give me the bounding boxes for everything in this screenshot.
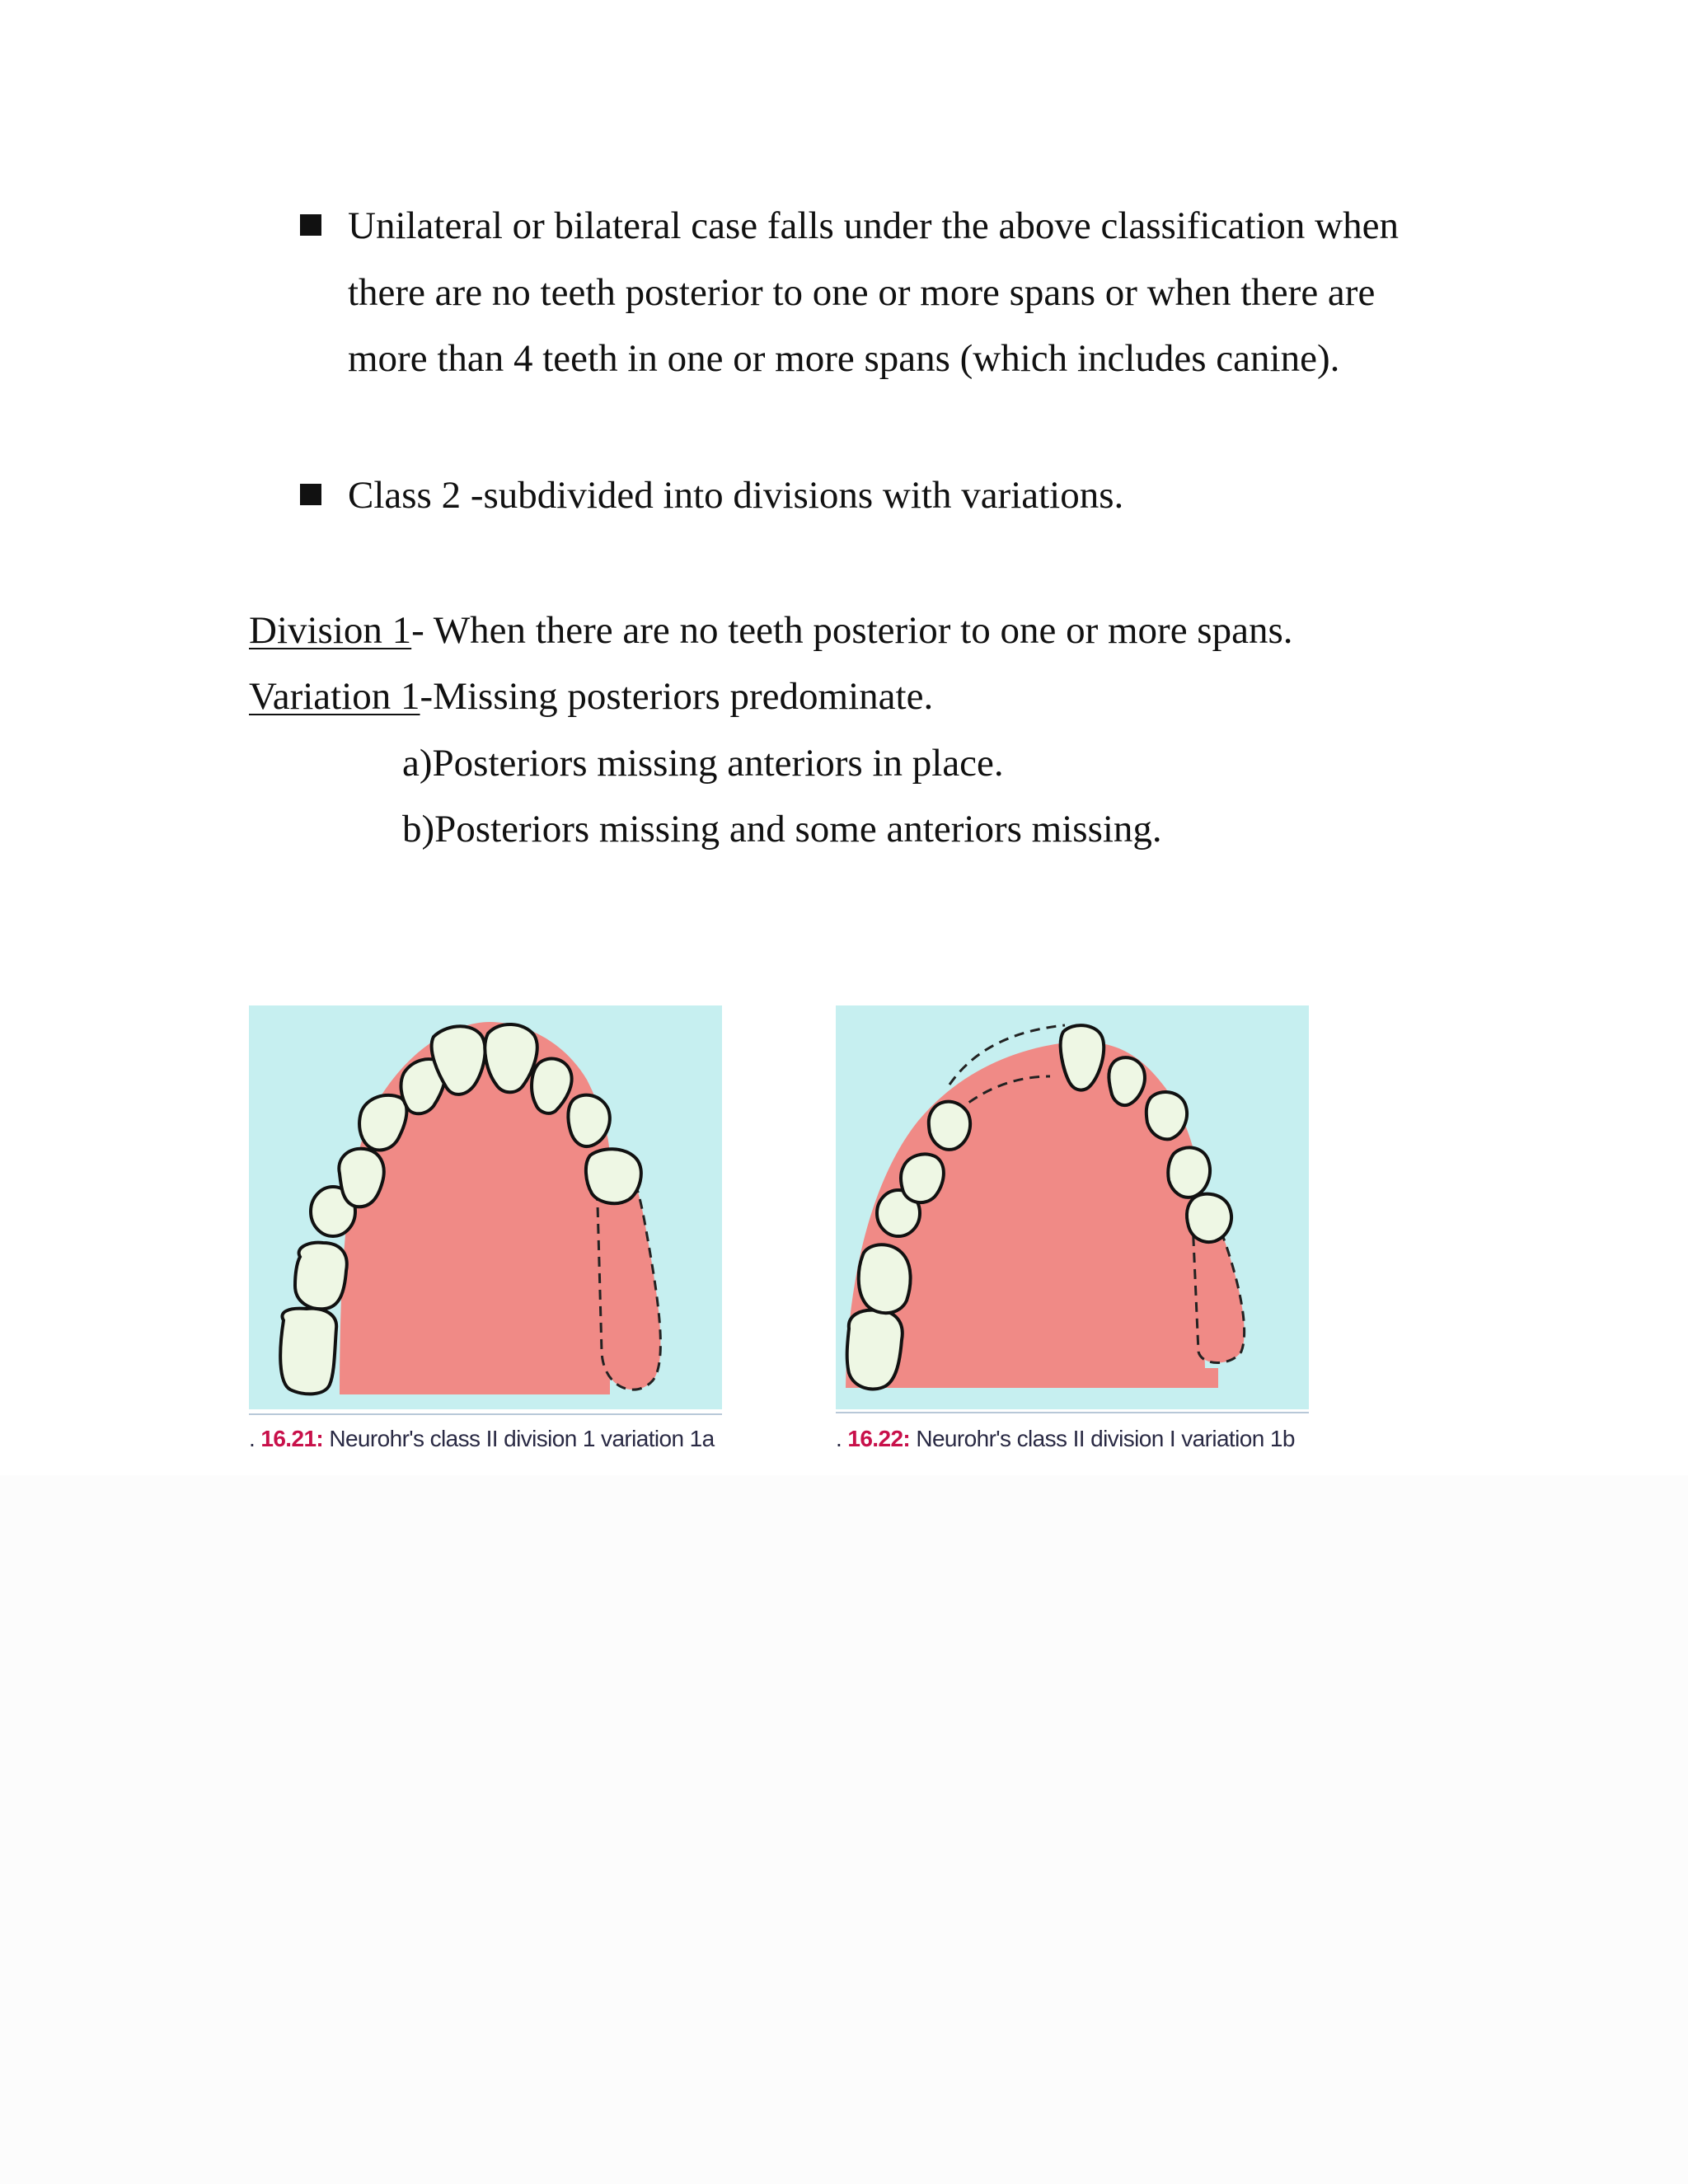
variation-1-text: -Missing posteriors predominate.: [420, 675, 934, 718]
caption-prefix: .: [836, 1426, 848, 1451]
bullet-marker-1: [300, 214, 321, 236]
bullet-1-line-1: Unilateral or bilateral case falls under the above classification when: [348, 204, 1399, 247]
caption-number: 16.22:: [847, 1426, 911, 1451]
tooth-canine-right: [1146, 1092, 1187, 1139]
tooth-canine-right: [568, 1095, 609, 1146]
division-1-label: Division 1: [249, 609, 412, 652]
figure-caption-16-21: [249, 1418, 722, 1460]
figure-caption-16-22: [836, 1418, 1309, 1460]
variation-item-a: a)Posteriors missing anteriors in place.: [402, 742, 1004, 785]
caption-text: Neurohr's class II division I variation 1b: [910, 1426, 1295, 1451]
division-1-text: - When there are no teeth posterior to one or more spans.: [411, 609, 1293, 652]
tooth-molar-2: [847, 1310, 903, 1390]
tooth-canine: [929, 1102, 970, 1150]
bullet-1-line-2: there are no teeth posterior to one or more spans or when there are: [348, 271, 1376, 314]
page-lower-area: [0, 1475, 1688, 2184]
tooth-molar-2: [280, 1309, 336, 1394]
tooth-premolar-1-right: [1168, 1147, 1210, 1197]
bullet-2-line-1: Class 2 -subdivided into divisions with variations.: [348, 474, 1124, 517]
tooth-premolar-1: [339, 1149, 383, 1207]
dental-arch-diagram-1a: [249, 1005, 722, 1460]
variation-1-label: Variation 1: [249, 675, 420, 718]
figure-16-22: [836, 1005, 1309, 1460]
tooth-premolar-1: [901, 1154, 944, 1202]
caption-number: 16.21:: [260, 1426, 324, 1451]
dental-arch-diagram-1b: [836, 1005, 1309, 1460]
variation-item-b: b)Posteriors missing and some anteriors missing.: [402, 808, 1162, 851]
caption-prefix: .: [249, 1426, 261, 1451]
tooth-premolar-2-right: [1187, 1194, 1231, 1242]
tooth-molar-1: [295, 1243, 347, 1310]
caption-text: Neurohr's class II division 1 variation 1a: [323, 1426, 715, 1451]
variation-1-line: [249, 673, 933, 719]
tooth-molar-1: [859, 1244, 911, 1313]
bullet-1-line-3: more than 4 teeth in one or more spans (which includes canine).: [348, 337, 1340, 380]
division-1-line: [249, 607, 1293, 654]
figure-16-21: [249, 1005, 722, 1460]
bullet-marker-2: [300, 484, 321, 505]
tooth-premolar-right: [586, 1149, 641, 1203]
